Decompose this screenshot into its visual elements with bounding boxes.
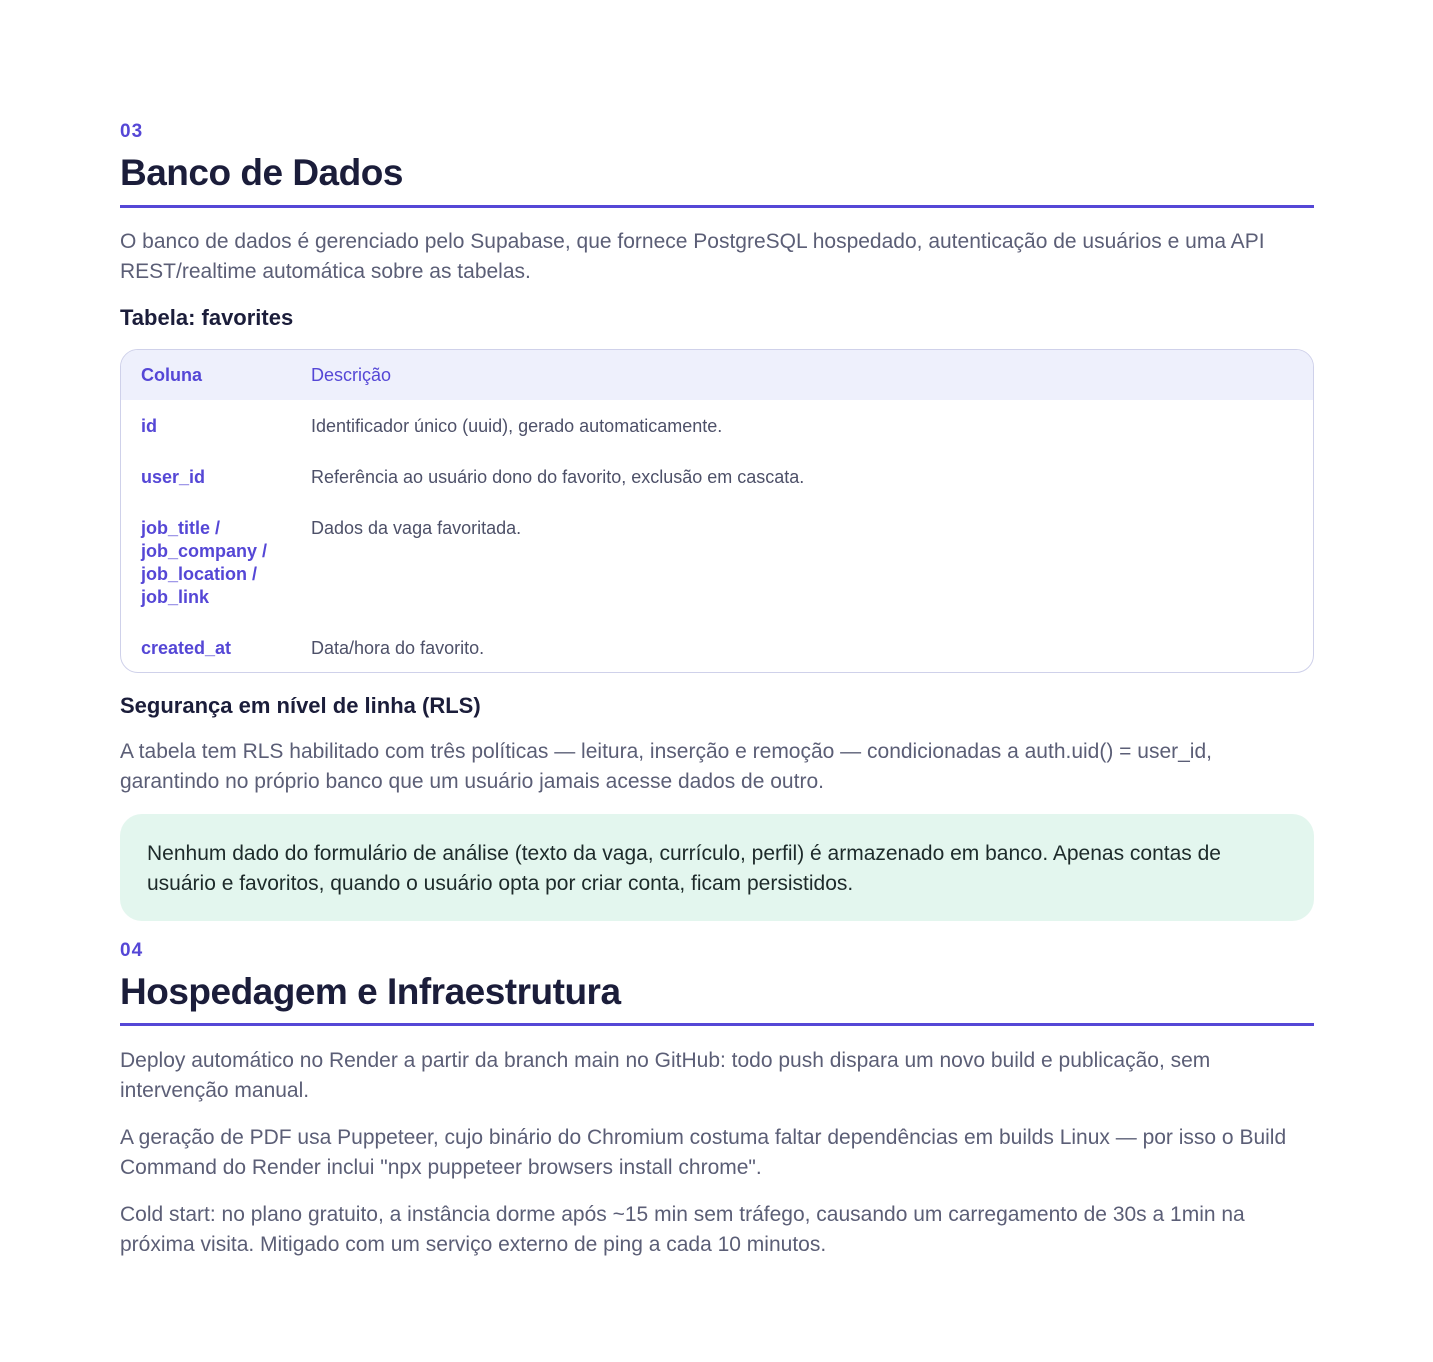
section-title: Banco de Dados — [120, 152, 403, 193]
table-cell-column: created_at — [141, 638, 232, 658]
paragraph: Deploy automático no Render a partir da branch main no GitHub: todo push dispara um novo build e publicação, sem intervenção manual. — [120, 1049, 1211, 1102]
paragraph: A geração de PDF usa Puppeteer, cujo binário do Chromium costuma faltar dependências em builds Linux — por isso o Build Command do Render inclui "npx puppeteer browsers install chrome". — [120, 1126, 1287, 1179]
paragraph: Cold start: no plano gratuito, a instância dorme após ~15 min sem tráfego, causando um carregamento de 30s a 1min na próxima visita. Mitigado com um serviço externo de ping a cada 10 minutos. — [120, 1203, 1245, 1256]
section-intro: O banco de dados é gerenciado pelo Supabase, que fornece PostgreSQL hospedado, autenticação de usuários e uma API REST/realtime automática sobre as tabelas. — [120, 230, 1265, 283]
info-callout — [120, 814, 1314, 921]
section-number: 03 — [120, 121, 144, 142]
section-divider — [120, 1023, 1314, 1026]
callout-text: Nenhum dado do formulário de análise (texto da vaga, currículo, perfil) é armazenado em banco. Apenas contas de usuário e favoritos, quando o usuário opta por criar conta, ficam persistidos. — [147, 842, 1221, 895]
section-divider — [120, 205, 1314, 208]
table-cell-description: Data/hora do favorito. — [311, 638, 485, 658]
table-heading: Tabela: favorites — [120, 305, 294, 330]
table-cell-description: Referência ao usuário dono do favorito, exclusão em cascata. — [311, 467, 805, 487]
rls-text: A tabela tem RLS habilitado com três políticas — leitura, inserção e remoção — condicionadas a auth.uid() = user_id, garantindo no próprio banco que um usuário jamais acesse dados de outro. — [120, 740, 1212, 793]
favorites-table — [120, 349, 1314, 673]
table-cell-column: job_title / job_company / job_location / job_link — [141, 518, 268, 607]
section-title: Hospedagem e Infraestrutura — [120, 971, 621, 1012]
section-number: 04 — [120, 940, 144, 961]
table-cell-column: user_id — [141, 467, 206, 487]
table-cell-column: id — [141, 416, 157, 436]
table-cell-description: Identificador único (uuid), gerado automaticamente. — [311, 416, 723, 436]
table-header-description: Descrição — [311, 365, 392, 385]
rls-heading: Segurança em nível de linha (RLS) — [120, 693, 481, 718]
table-cell-description: Dados da vaga favoritada. — [311, 518, 522, 538]
table-header-column: Coluna — [141, 365, 202, 385]
